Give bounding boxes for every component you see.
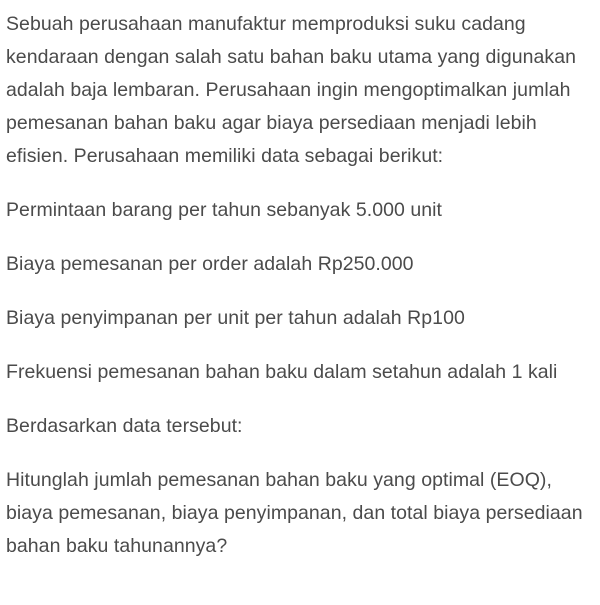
demand-line: Permintaan barang per tahun sebanyak 5.000 unit: [6, 199, 442, 221]
order-cost-line: Biaya pemesanan per order adalah Rp250.000: [6, 253, 414, 275]
question-paragraph: Hitunglah jumlah pemesanan bahan baku yang optimal (EOQ), biaya pemesanan, biaya penyimpanan, dan total biaya persediaan bahan baku tahunannya?: [6, 469, 583, 557]
holding-cost-line: Biaya penyimpanan per unit per tahun adalah Rp100: [6, 307, 465, 329]
lead-in-line: Berdasarkan data tersebut:: [6, 415, 243, 437]
frequency-line: Frekuensi pemesanan bahan baku dalam setahun adalah 1 kali: [6, 361, 558, 383]
intro-paragraph: Sebuah perusahaan manufaktur memproduksi suku cadang kendaraan dengan salah satu bahan baku utama yang digunakan adalah baja lembaran. Perusahaan ingin mengoptimalkan jumlah pemesanan bahan baku agar biaya persediaan menjadi lebih efisien. Perusahaan memiliki data sebagai berikut:: [6, 13, 576, 167]
